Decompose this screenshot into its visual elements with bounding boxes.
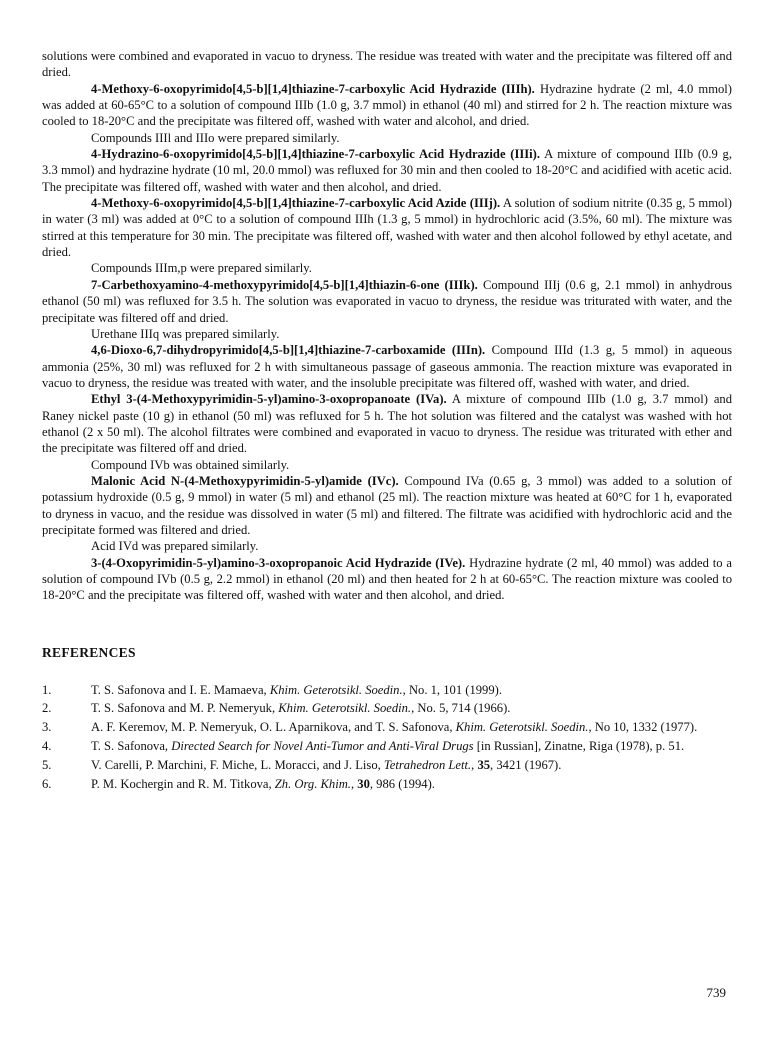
compound-title: 4,6-Dioxo-6,7-dihydropyrimido[4,5-b][1,4]thiazine-7-carboxamide (IIIn). xyxy=(91,343,486,358)
paragraph xyxy=(42,48,732,81)
reference-pages: , 986 (1994). xyxy=(369,776,435,791)
reference-item xyxy=(42,738,732,754)
compound-title: Malonic Acid N-(4-Methoxypyrimidin-5-yl)amide (IVc). xyxy=(91,473,399,488)
reference-authors: V. Carelli, P. Marchini, F. Miche, L. Moracci, and J. Liso, xyxy=(91,757,384,772)
reference-details: [in Russian], Zinatne, Riga (1978), p. 51. xyxy=(473,739,685,754)
reference-text xyxy=(91,719,732,735)
compound-paragraph xyxy=(42,555,732,604)
reference-number: 4. xyxy=(42,739,52,754)
compound-paragraph xyxy=(42,342,732,391)
note-paragraph xyxy=(42,326,732,342)
reference-authors: T. S. Safonova and I. E. Mamaeva, xyxy=(91,682,270,697)
reference-item xyxy=(42,757,732,773)
compound-title: 4-Hydrazino-6-oxopyrimido[4,5-b][1,4]thiazine-7-carboxylic Acid Hydrazide (IIIi). xyxy=(91,147,541,162)
reference-journal: Directed Search for Novel Anti-Tumor and Anti-Viral Drugs xyxy=(171,739,474,754)
compound-title: 4-Methoxy-6-oxopyrimido[4,5-b][1,4]thiazine-7-carboxylic Acid Hydrazide (IIIh). xyxy=(91,81,535,96)
reference-number: 2. xyxy=(42,701,52,716)
compound-paragraph xyxy=(42,81,732,130)
reference-details: , No 10, 1332 (1977). xyxy=(588,720,698,735)
experimental-section xyxy=(42,48,732,604)
reference-text xyxy=(91,682,732,698)
procedure-text: A mixture of compound IIIb (0.9 g, 3.3 mmol) and hydrazine hydrate (10 ml, 20.0 mmol) was refluxed for 30 min and then cooled to 18-20°C and acidified with acetic acid. The precipitate was filtered off, washed with water and then alcohol, and dried. xyxy=(42,147,732,194)
compound-paragraph xyxy=(42,473,732,538)
compound-title: Ethyl 3-(4-Methoxypyrimidin-5-yl)amino-3-oxopropanoate (IVa). xyxy=(91,392,447,407)
reference-volume: 35 xyxy=(477,757,491,772)
reference-authors: P. M. Kochergin and R. M. Titkova, xyxy=(91,776,275,791)
note-paragraph xyxy=(42,130,732,146)
reference-details: , xyxy=(350,776,358,791)
compound-paragraph xyxy=(42,195,732,260)
reference-text xyxy=(91,757,732,773)
reference-volume: 30 xyxy=(357,776,370,791)
reference-details: , xyxy=(471,757,478,772)
compound-paragraph xyxy=(42,146,732,195)
compound-title: 7-Carbethoxyamino-4-methoxypyrimido[4,5-b][1,4]thiazin-6-one (IIIk). xyxy=(91,277,478,292)
reference-number: 6. xyxy=(42,776,52,791)
procedure-text: Compound IIIj (0.6 g, 2.1 mmol) in anhydrous ethanol (50 ml) was refluxed for 3.5 h. The solution was evaporated in vacuo to dryness, the residue was triturated with water, and the precipitate was filtered off and dried. xyxy=(42,277,732,325)
page-number: 739 xyxy=(706,985,726,1000)
reference-journal: Khim. Geterotsikl. Soedin. xyxy=(455,720,589,735)
reference-item xyxy=(42,719,732,735)
note-text: Urethane IIIq was prepared similarly. xyxy=(91,326,280,341)
reference-journal: Zh. Org. Khim. xyxy=(274,776,351,791)
reference-number: 5. xyxy=(42,757,52,772)
procedure-text: Hydrazine hydrate (2 ml, 4.0 mmol) was added at 60-65°C to a solution of compound IIIb (1.0 g, 3.7 mmol) in ethanol (40 ml) and stirred for 2 h. The reaction mixture was cooled to 18-20°C and the precipitate was filtered off, washed with water and alcohol, and dried. xyxy=(42,81,733,129)
compound-paragraph xyxy=(42,391,732,456)
note-paragraph xyxy=(42,457,732,473)
reference-journal: Khim. Geterotsikl. Soedin. xyxy=(278,701,412,716)
procedure-text: Hydrazine hydrate (2 ml, 40 mmol) was added to a solution of compound IVb (0.5 g, 2.2 mmol) in ethanol (20 ml) and then heated for 2 h at 60-65°C. The reaction mixture was cooled to 18-20°C and the precipitate was filtered off, washed with water and then alcohol, and dried. xyxy=(42,555,732,603)
reference-text xyxy=(91,776,732,792)
reference-details: , No. 1, 101 (1999). xyxy=(402,682,502,697)
note-text: Acid IVd was prepared similarly. xyxy=(91,539,259,554)
reference-journal: Tetrahedron Lett. xyxy=(383,757,472,772)
note-paragraph xyxy=(42,260,732,276)
procedure-text: A solution of sodium nitrite (0.35 g, 5 mmol) in water (3 ml) was added at 0°C to a solution of compound IIIh (1.3 g, 5 mmol) in hydrochloric acid (3.5%, 60 ml). The mixture was stirred at this temperature for 30 min. The precipitate was filtered off, washed with water and then alcohol followed by ethyl acetate, and dried. xyxy=(42,196,732,260)
reference-authors: T. S. Safonova, xyxy=(91,739,172,754)
reference-item xyxy=(42,682,732,698)
reference-text xyxy=(91,700,732,716)
document-page xyxy=(42,48,732,794)
reference-item xyxy=(42,776,732,792)
reference-authors: T. S. Safonova and M. P. Nemeryuk, xyxy=(91,701,279,716)
reference-authors: A. F. Keremov, M. P. Nemeryuk, O. L. Aparnikova, and T. S. Safonova, xyxy=(91,720,456,735)
procedure-text: A mixture of compound IIIb (1.0 g, 3.7 mmol) and Raney nickel paste (10 g) in ethanol (50 ml) was refluxed for 5 h. The hot solution was filtered and the catalyst was washed with hot ethanol (2 x 50 ml). The alcohol filtrates were combined and evaporated in vacuo to dryness. The residue was triturated with ether and the precipitate was filtered off and dried. xyxy=(42,392,732,456)
reference-details: , No. 5, 714 (1966). xyxy=(411,701,511,716)
note-paragraph xyxy=(42,538,732,554)
reference-journal: Khim. Geterotsikl. Soedin. xyxy=(269,682,403,697)
procedure-text: Compound IIId (1.3 g, 5 mmol) in aqueous ammonia (25%, 30 ml) was refluxed for 2 h with simultaneous passage of gaseous ammonia. The reaction mixture was evaporated in vacuo to dryness, the residue was treated with water, and the insoluble precipitate was filtered off, washed with water, and dried. xyxy=(42,343,732,390)
procedure-text: Compound IVa (0.65 g, 3 mmol) was added to a solution of potassium hydroxide (0.5 g, 9 mmol) in water (5 ml) and ethanol (25 ml). The reaction mixture was heated at 60°C for 1 h, evaporated to dryness in vacuo, and the residue was dissolved in water (5 ml) and filtered. The filtrate was acidified with hydrochloric acid and the precipitate formed was filtered and dried. xyxy=(42,473,732,537)
reference-number: 1. xyxy=(42,682,52,697)
references-heading: REFERENCES xyxy=(42,644,136,660)
references-list xyxy=(42,682,732,792)
reference-number: 3. xyxy=(42,720,52,735)
reference-item xyxy=(42,700,732,716)
note-text: Compound IVb was obtained similarly. xyxy=(91,457,290,472)
note-text: Compounds IIIl and IIIo were prepared similarly. xyxy=(91,130,340,145)
reference-pages: , 3421 (1967). xyxy=(490,757,562,772)
compound-paragraph xyxy=(42,277,732,326)
compound-title: 3-(4-Oxopyrimidin-5-yl)amino-3-oxopropanoic Acid Hydrazide (IVe). xyxy=(91,555,466,570)
note-text: Compounds IIIm,p were prepared similarly. xyxy=(91,261,312,276)
paragraph-text: solutions were combined and evaporated in vacuo to dryness. The residue was treated with water and the precipitate was filtered off and dried. xyxy=(42,49,732,80)
compound-title: 4-Methoxy-6-oxopyrimido[4,5-b][1,4]thiazine-7-carboxylic Acid Azide (IIIj). xyxy=(91,196,501,211)
reference-text xyxy=(91,738,732,754)
